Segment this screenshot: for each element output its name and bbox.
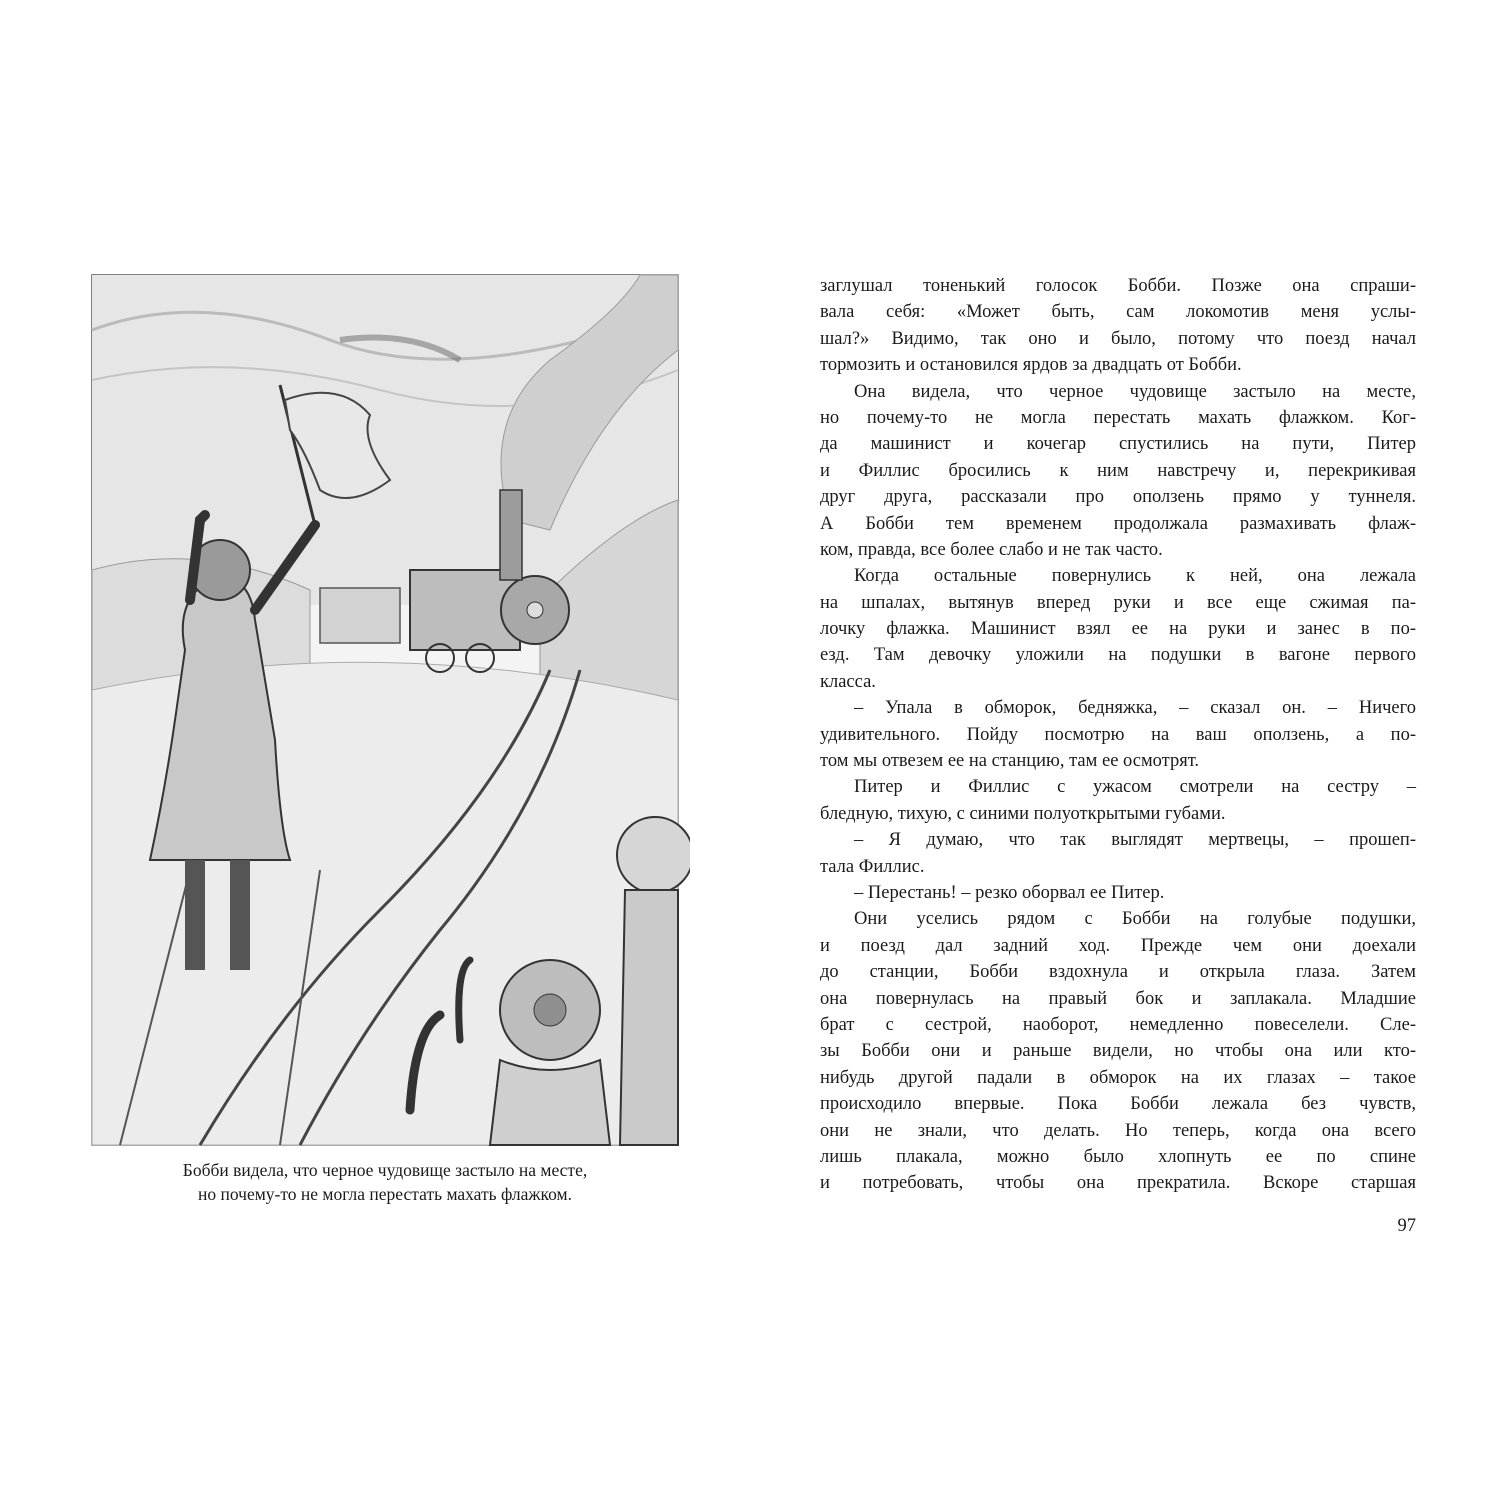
- caption-line-1: Бобби видела, что черное чудовище застыло на месте,: [182, 1160, 588, 1180]
- text-line: класса.: [820, 671, 876, 692]
- text-line: бледную, тихую, с синими полуоткрытыми губами.: [820, 803, 1226, 824]
- text-line: тормозить и остановился ярдов за двадцать от Бобби.: [820, 355, 1242, 376]
- illustration: [80, 270, 690, 1150]
- text-line: ком, правда, все более слабо и не так часто.: [820, 539, 1163, 560]
- text-line: но почему-то не могла перестать махать флажком. Ког-: [820, 407, 1416, 428]
- text-line: на шпалах, вытянув вперед руки и все еще сжимая па-: [820, 592, 1416, 613]
- text-line: они не знали, что делать. Но теперь, когда она всего: [820, 1120, 1416, 1141]
- text-line: – Перестань! – резко оборвал ее Питер.: [854, 882, 1165, 903]
- text-line: Они уселись рядом с Бобби на голубые подушки,: [854, 909, 1416, 930]
- text-line: А Бобби тем временем продолжала размахивать флаж-: [820, 513, 1416, 534]
- text-line: друг друга, рассказали про оползень прямо у туннеля.: [820, 487, 1416, 508]
- text-line: лочку флажка. Машинист взял ее на руки и занес в по-: [820, 619, 1416, 640]
- text-line: том мы отвезем ее на станцию, там ее осмотрят.: [820, 751, 1200, 772]
- text-line: Когда остальные повернулись к ней, она лежала: [854, 566, 1416, 587]
- text-line: езд. Там девочку уложили на подушки в вагоне первого: [820, 645, 1416, 666]
- text-line: – Упала в обморок, бедняжка, – сказал он. – Ничего: [854, 698, 1416, 719]
- text-line: Она видела, что черное чудовище застыло на месте,: [854, 381, 1416, 402]
- text-line: лишь плакала, можно было хлопнуть ее по спине: [820, 1146, 1416, 1167]
- pencil-illustration-icon: [80, 270, 690, 1150]
- text-line: Питер и Филлис с ужасом смотрели на сестру –: [854, 777, 1416, 798]
- illustration-caption: [92, 1158, 678, 1206]
- text-line: заглушал тоненький голосок Бобби. Позже она спраши-: [820, 276, 1416, 296]
- text-line: нибудь другой падали в обморок на их глазах – такое: [820, 1067, 1416, 1088]
- text-line: вала себя: «Может быть, сам локомотив меня услы-: [820, 302, 1416, 323]
- text-line: тала Филлис.: [820, 856, 925, 877]
- text-line: и Филлис бросились к ним навстречу и, перекрикивая: [820, 460, 1416, 481]
- text-line: удивительного. Пойду посмотрю на ваш оползень, а по-: [820, 724, 1416, 745]
- page-number: 97: [1397, 1216, 1416, 1236]
- text-line: зы Бобби они и раньше видели, но чтобы она или кто-: [820, 1041, 1416, 1062]
- text-line: и потребовать, чтобы она прекратила. Вскоре старшая: [820, 1173, 1416, 1194]
- text-line: и поезд дал задний ход. Прежде чем они доехали: [820, 935, 1416, 956]
- body-text: [820, 273, 1416, 1197]
- text-line: – Я думаю, что так выглядят мертвецы, – прошеп-: [854, 830, 1416, 851]
- text-line: да машинист и кочегар спустились на пути, Питер: [820, 434, 1416, 455]
- caption-line-2: но почему-то не могла перестать махать флажком.: [198, 1184, 572, 1204]
- text-line: она повернулась на правый бок и заплакала. Младшие: [820, 988, 1416, 1009]
- text-line: до станции, Бобби вздохнула и открыла глаза. Затем: [820, 962, 1416, 983]
- text-line: происходило впервые. Пока Бобби лежала без чувств,: [820, 1094, 1416, 1115]
- text-line: брат с сестрой, наоборот, немедленно повеселели. Сле-: [820, 1014, 1416, 1035]
- text-line: шал?» Видимо, так оно и было, потому что поезд начал: [820, 328, 1416, 349]
